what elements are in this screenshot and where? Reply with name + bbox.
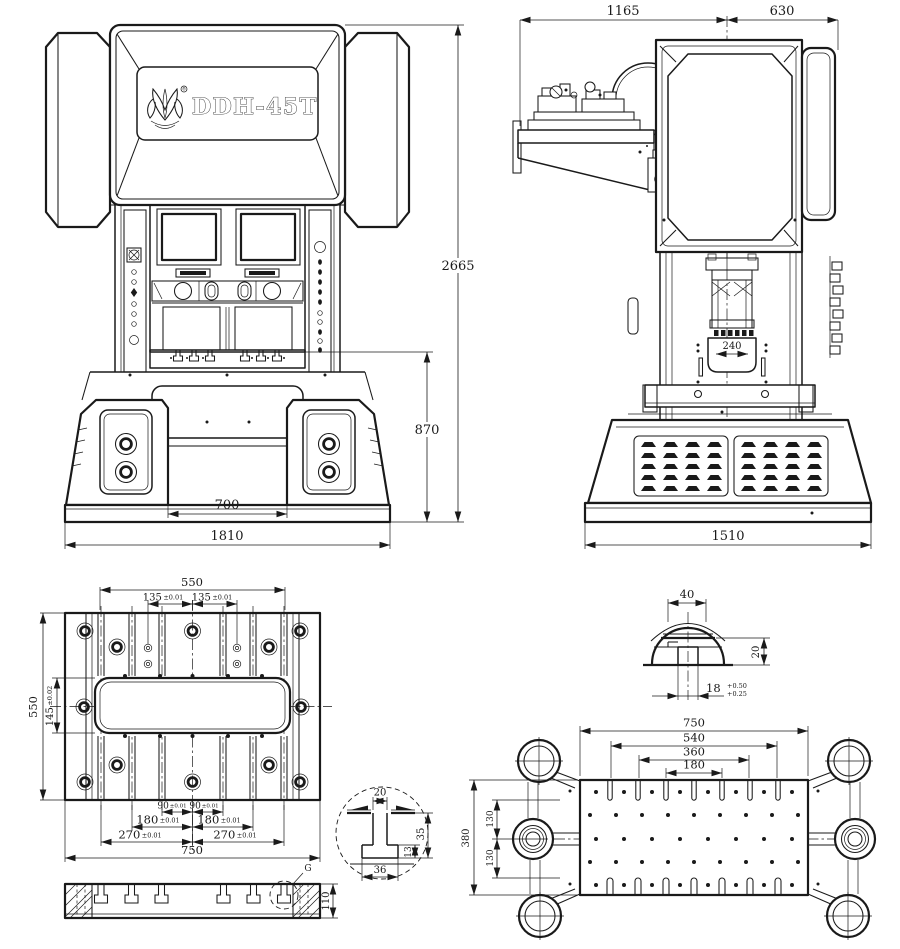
dim-135-right: 135 ±0.01	[191, 592, 233, 604]
front-door-frame	[150, 205, 305, 352]
dim-ram-20: 20	[751, 645, 762, 659]
dim-1165: 1165	[606, 4, 640, 19]
dim-ram-40: 40	[679, 587, 695, 601]
dim-bed-180: 180	[683, 757, 705, 772]
dim-240: 240	[722, 341, 742, 352]
bolster-section-view	[65, 864, 338, 918]
bed-post-circle	[825, 737, 873, 785]
dim-bed-750: 750	[683, 715, 705, 730]
dim-870: 870	[414, 423, 440, 438]
dim-bed-130a: 130	[486, 810, 496, 828]
dim-110: 110	[321, 891, 332, 911]
registered-mark: ®	[181, 87, 187, 93]
front-view	[46, 25, 480, 549]
bed-plan-view	[461, 716, 875, 941]
dim-90-right: 90±0.01	[189, 801, 219, 812]
dim-ram-18: 18	[706, 681, 721, 695]
side-floor-plate	[585, 503, 871, 522]
bed-post-circle	[515, 737, 563, 785]
dim-bed-360: 360	[683, 744, 705, 759]
dim-145: 145±0.02	[45, 685, 56, 727]
side-base	[585, 385, 871, 522]
detail-label-g: G	[304, 864, 312, 874]
front-window-right	[236, 209, 300, 265]
dim-tslot-35: 35	[416, 827, 427, 841]
side-handle	[628, 298, 638, 334]
dim-180-right: 180 ±0.01	[197, 812, 241, 827]
dim-bed-130b: 130	[486, 849, 496, 867]
bed-post-circle	[516, 892, 564, 940]
front-right-foot	[287, 400, 389, 505]
dim-ram-18-upper-tol: +0.50	[727, 682, 747, 690]
tslot-detail	[336, 787, 433, 881]
front-left-foot	[66, 400, 168, 505]
dim-180-left: 180 ±0.01	[136, 812, 180, 827]
dim-tslot-13: 13	[404, 846, 414, 858]
dim-tslot-20: 20	[373, 787, 387, 799]
dim-bed-380: 380	[461, 828, 472, 848]
dim-550-top: 550	[181, 575, 203, 589]
front-right-side-cover	[345, 33, 409, 227]
front-body	[110, 205, 345, 372]
bolster-opening	[95, 678, 290, 733]
dim-90-left: 90±0.01	[157, 801, 187, 812]
front-left-column	[124, 210, 146, 372]
dim-630: 630	[769, 4, 795, 19]
bolster-top-view	[26, 575, 332, 862]
dim-1510: 1510	[711, 529, 745, 544]
dim-1810: 1810	[210, 529, 244, 544]
dim-ram-18-lower-tol: +0.25	[727, 690, 747, 698]
dim-550-left: 550	[26, 696, 40, 718]
side-head-cover	[656, 40, 802, 252]
front-right-column	[309, 210, 331, 372]
front-head-cover	[110, 25, 345, 205]
front-die-panel-left	[163, 307, 220, 350]
front-slide-band	[152, 281, 303, 301]
dim-tslot-36: 36	[373, 865, 387, 876]
dim-bed-540: 540	[683, 730, 705, 745]
front-window-left	[157, 209, 221, 265]
bed-post-circle	[824, 892, 872, 940]
dim-270-right: 270 ±0.01	[213, 827, 257, 842]
side-view	[513, 4, 871, 549]
front-left-side-cover	[46, 33, 110, 227]
dim-270-left: 270 ±0.01	[118, 827, 162, 842]
bed-post-circle	[835, 819, 875, 859]
dim-700: 700	[214, 498, 240, 513]
side-ram-assembly	[697, 252, 768, 384]
dim-135-left: 135 ±0.01	[142, 592, 184, 604]
model-label: DDH-45T	[192, 94, 318, 120]
ram-detail	[643, 587, 770, 700]
ram-detail-dimensions	[652, 587, 770, 700]
front-die-panel-right	[235, 307, 292, 350]
dim-2665: 2665	[441, 259, 475, 274]
dim-750-bolster: 750	[181, 843, 203, 857]
front-apron	[152, 386, 303, 438]
